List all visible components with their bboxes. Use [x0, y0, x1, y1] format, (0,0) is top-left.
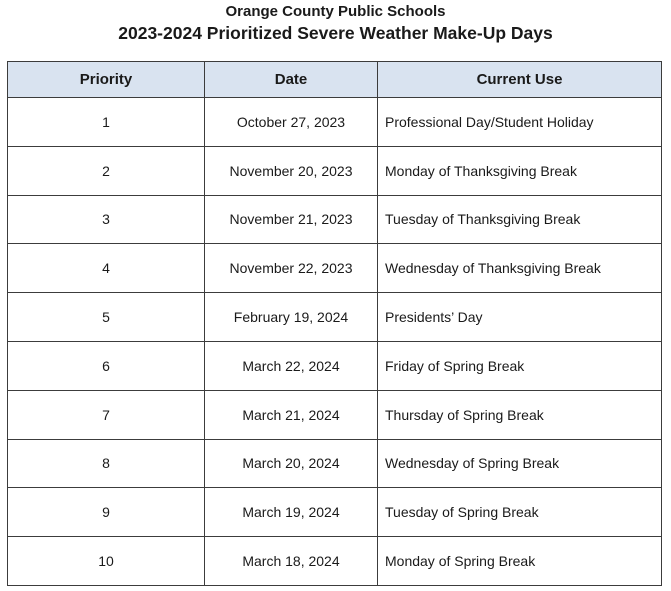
column-header-date: Date	[205, 62, 378, 98]
current-use-cell: Professional Day/Student Holiday	[378, 98, 662, 147]
table-row	[8, 390, 662, 439]
current-use-cell: Tuesday of Spring Break	[378, 488, 662, 537]
current-use-cell: Friday of Spring Break	[378, 341, 662, 390]
date-cell: March 18, 2024	[205, 537, 378, 586]
priority-cell: 8	[8, 439, 205, 488]
date-cell: November 22, 2023	[205, 244, 378, 293]
page-title: 2023-2024 Prioritized Severe Weather Make-Up Days	[118, 23, 553, 43]
table-row	[8, 293, 662, 342]
current-use-cell: Tuesday of Thanksgiving Break	[378, 195, 662, 244]
priority-cell: 2	[8, 146, 205, 195]
date-cell: February 19, 2024	[205, 293, 378, 342]
priority-cell: 9	[8, 488, 205, 537]
priority-cell: 7	[8, 390, 205, 439]
current-use-cell: Monday of Spring Break	[378, 537, 662, 586]
date-cell: March 19, 2024	[205, 488, 378, 537]
column-header-current-use: Current Use	[378, 62, 662, 98]
priority-cell: 6	[8, 341, 205, 390]
table-row	[8, 439, 662, 488]
date-cell: November 21, 2023	[205, 195, 378, 244]
document-header	[0, 0, 671, 44]
table-row	[8, 98, 662, 147]
makeup-days-table	[7, 61, 662, 586]
table-header-row	[8, 62, 662, 98]
current-use-cell: Thursday of Spring Break	[378, 390, 662, 439]
priority-cell: 10	[8, 537, 205, 586]
date-cell: March 20, 2024	[205, 439, 378, 488]
date-cell: March 22, 2024	[205, 341, 378, 390]
current-use-cell: Wednesday of Spring Break	[378, 439, 662, 488]
district-name: Orange County Public Schools	[225, 3, 446, 20]
table-row	[8, 537, 662, 586]
table-row	[8, 195, 662, 244]
date-cell: November 20, 2023	[205, 146, 378, 195]
date-cell: October 27, 2023	[205, 98, 378, 147]
priority-cell: 4	[8, 244, 205, 293]
priority-cell: 1	[8, 98, 205, 147]
table-row	[8, 488, 662, 537]
current-use-cell: Wednesday of Thanksgiving Break	[378, 244, 662, 293]
current-use-cell: Presidents’ Day	[378, 293, 662, 342]
column-header-priority: Priority	[8, 62, 205, 98]
table-row	[8, 341, 662, 390]
table-row	[8, 146, 662, 195]
table-row	[8, 244, 662, 293]
current-use-cell: Monday of Thanksgiving Break	[378, 146, 662, 195]
priority-cell: 5	[8, 293, 205, 342]
date-cell: March 21, 2024	[205, 390, 378, 439]
priority-cell: 3	[8, 195, 205, 244]
